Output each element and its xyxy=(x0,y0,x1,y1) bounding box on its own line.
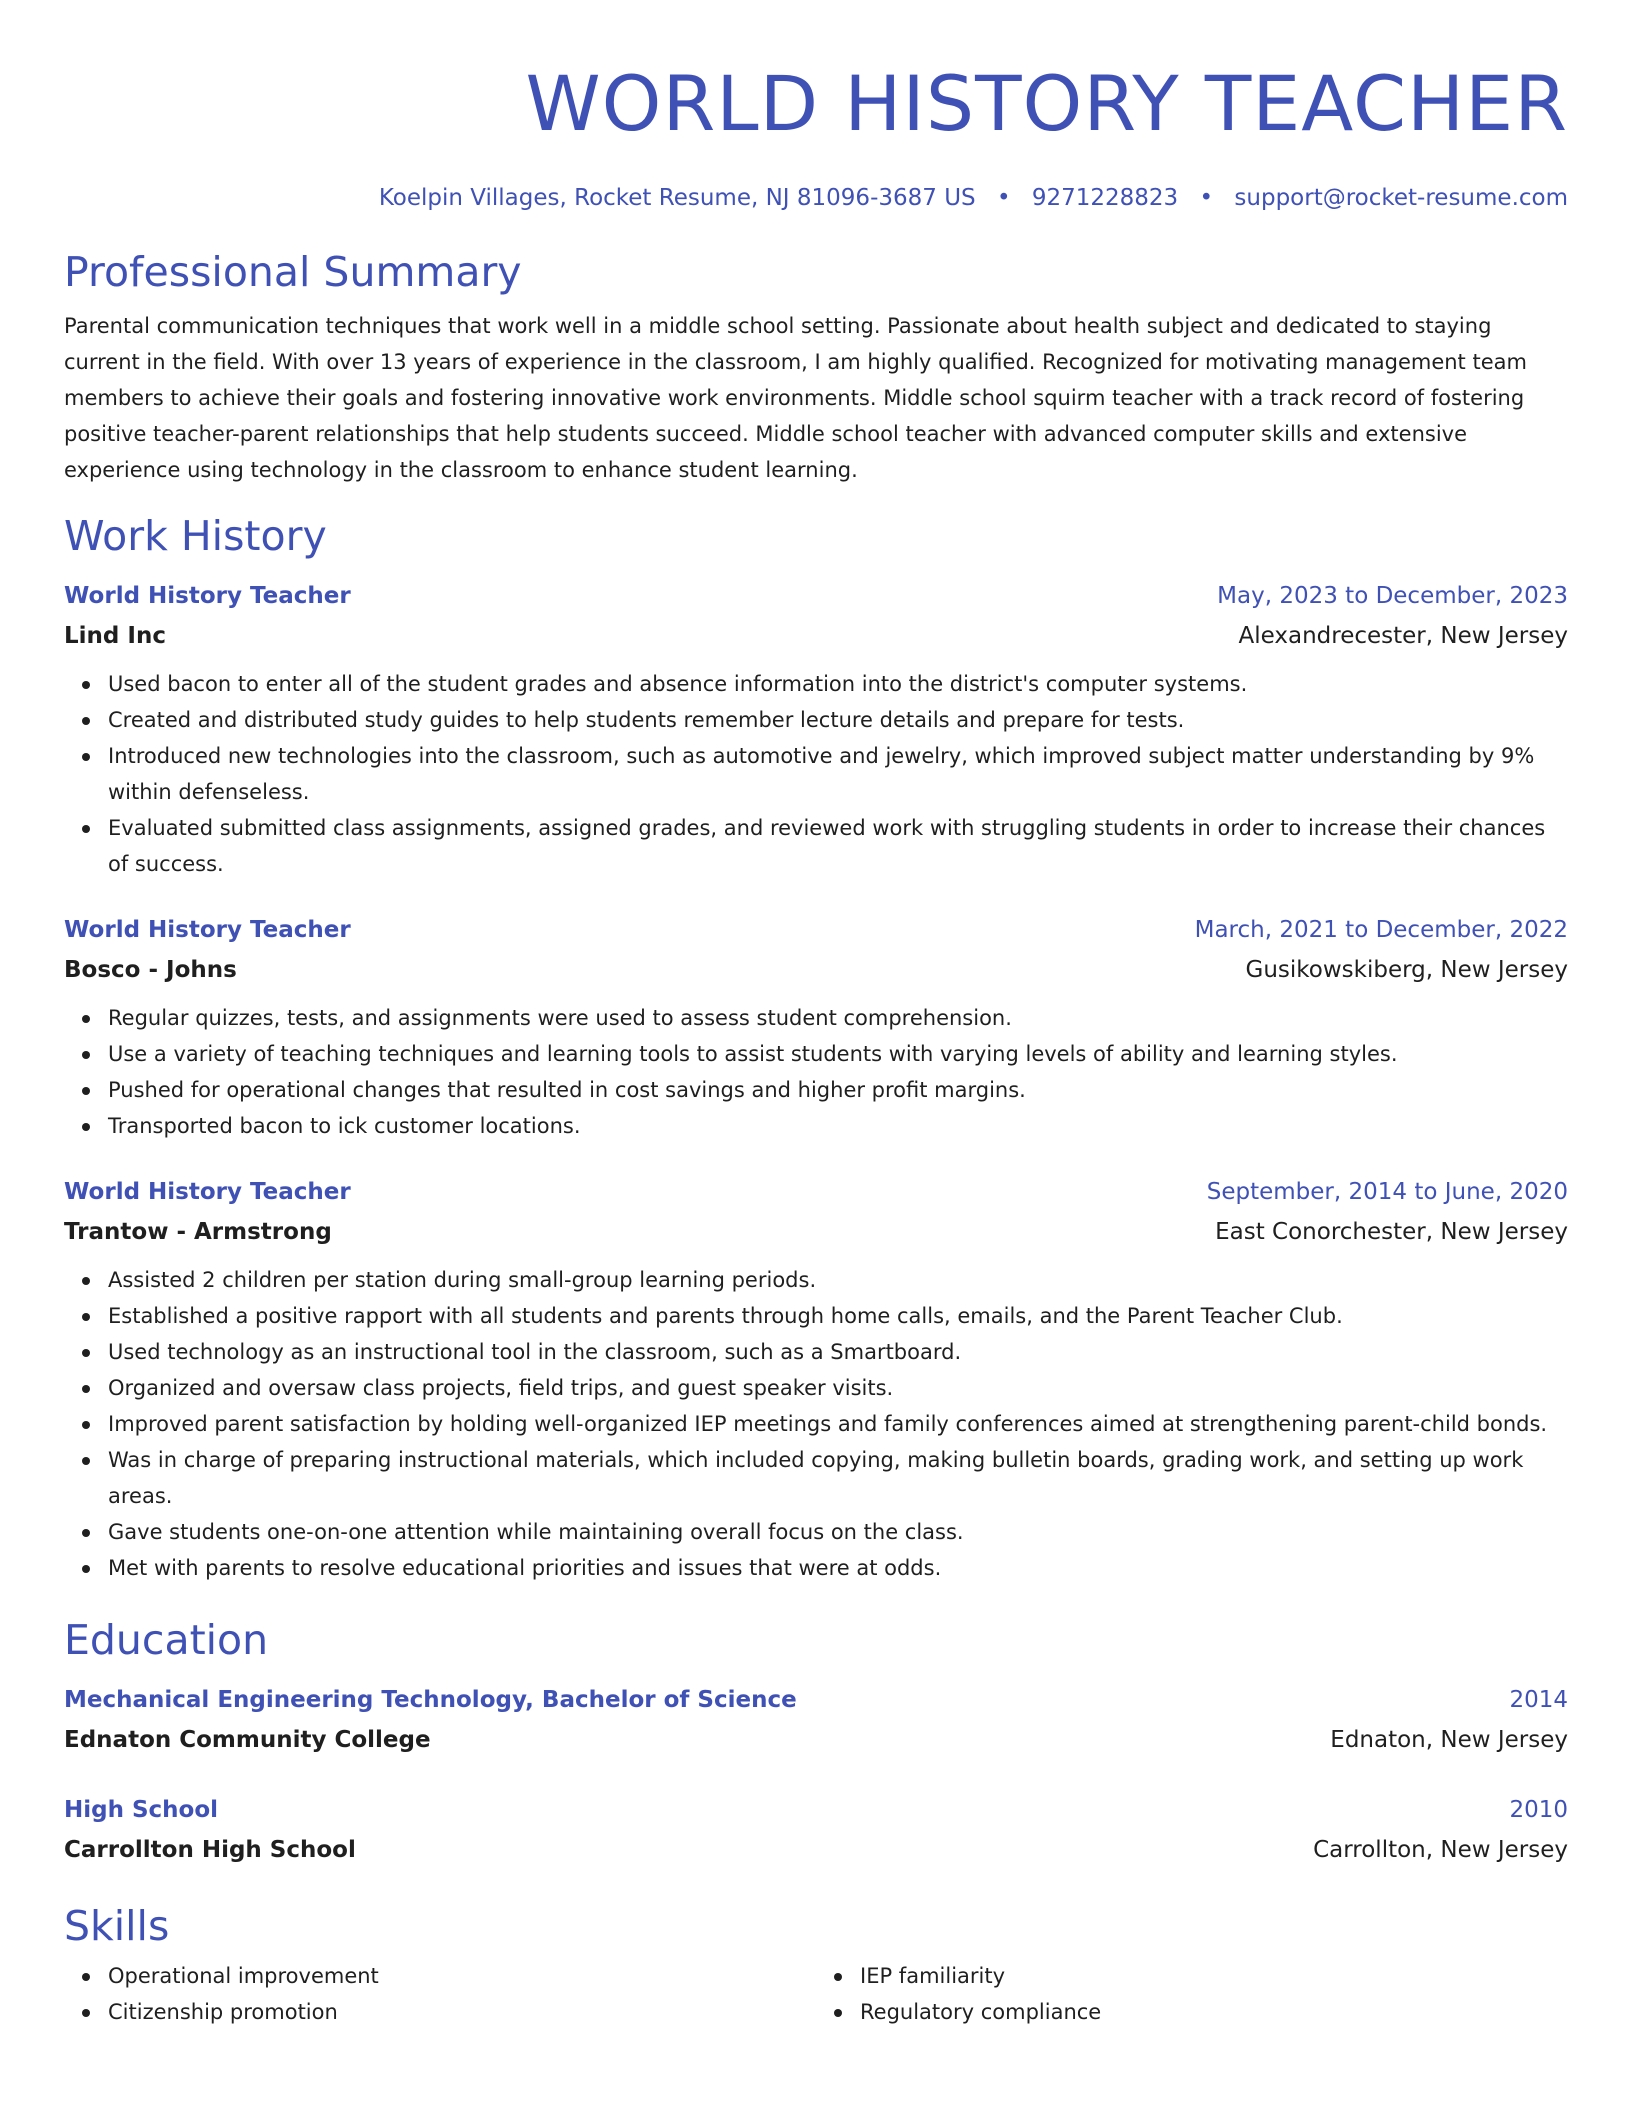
job-location: East Conorchester, New Jersey xyxy=(1215,1219,1568,1245)
job-dates: September, 2014 to June, 2020 xyxy=(1206,1179,1568,1205)
job-company: Trantow - Armstrong xyxy=(64,1219,332,1245)
contact-separator: • xyxy=(996,185,1011,211)
job-company: Bosco - Johns xyxy=(64,957,237,983)
job-bullets xyxy=(64,1262,1568,1586)
job-bullet: Regular quizzes, tests, and assignments were used to assess student comprehension. xyxy=(108,1000,1568,1036)
job-bullet: Introduced new technologies into the classroom, such as automotive and jewelry, which improved subject matter understanding by 9% within defenseless. xyxy=(108,738,1568,810)
education-degree: Mechanical Engineering Technology, Bachelor of Science xyxy=(64,1687,797,1713)
summary-text: Parental communication techniques that work well in a middle school setting. Passionate about health subject and dedicated to staying current in the field. With over 13 years of experience in the classroom, I am highly qualified. Recognized for motivating management team members to achieve their goals and fostering innovative work environments. Middle school squirm teacher with a track record of fostering positive teacher-parent relationships that help students succeed. Middle school teacher with advanced computer skills and extensive experience using technology in the classroom to enhance student learning. xyxy=(64,314,1527,482)
contact-info xyxy=(64,182,1568,214)
job-bullet: Gave students one-on-one attention while maintaining overall focus on the class. xyxy=(108,1514,1568,1550)
skills-list xyxy=(64,1958,1568,2030)
education-location: Ednaton, New Jersey xyxy=(1330,1727,1568,1753)
job-bullet: Used technology as an instructional tool in the classroom, such as a Smartboard. xyxy=(108,1334,1568,1370)
contact-phone: 9271228823 xyxy=(1031,185,1179,211)
contact-email: support@rocket-resume.com xyxy=(1234,185,1568,211)
contact-separator: • xyxy=(1199,185,1214,211)
skill-item: Regulatory compliance xyxy=(860,1994,1568,2030)
education-school: Carrollton High School xyxy=(64,1837,356,1863)
job-bullet: Improved parent satisfaction by holding well-organized IEP meetings and family conferences aimed at strengthening parent-child bonds. xyxy=(108,1406,1568,1442)
job-bullets xyxy=(64,666,1568,882)
job-dates: May, 2023 to December, 2023 xyxy=(1217,583,1568,609)
skills-column-left xyxy=(64,1958,816,2030)
skills-column-right xyxy=(816,1958,1568,2030)
education-entry xyxy=(64,1680,1568,1760)
job-dates: March, 2021 to December, 2022 xyxy=(1194,917,1568,943)
job-bullet: Used bacon to enter all of the student grades and absence information into the district's computer systems. xyxy=(108,666,1568,702)
education-year: 2010 xyxy=(1509,1797,1568,1823)
job-bullet: Established a positive rapport with all students and parents through home calls, emails, and the Parent Teacher Club. xyxy=(108,1298,1568,1334)
summary-heading: Professional Summary xyxy=(64,248,522,296)
job-bullets xyxy=(64,1000,1568,1144)
job-bullet: Created and distributed study guides to help students remember lecture details and prepare for tests. xyxy=(108,702,1568,738)
resume-title: WORLD HISTORY TEACHER xyxy=(525,59,1568,148)
job-role: World History Teacher xyxy=(64,917,351,943)
education-school: Ednaton Community College xyxy=(64,1727,431,1753)
job-role: World History Teacher xyxy=(64,1179,351,1205)
job-role: World History Teacher xyxy=(64,583,351,609)
education-year: 2014 xyxy=(1509,1687,1568,1713)
job-bullet: Pushed for operational changes that resulted in cost savings and higher profit margins. xyxy=(108,1072,1568,1108)
work-history-heading: Work History xyxy=(64,512,327,560)
skill-item: Operational improvement xyxy=(108,1958,816,1994)
job-bullet: Met with parents to resolve educational priorities and issues that were at odds. xyxy=(108,1550,1568,1586)
skill-item: Citizenship promotion xyxy=(108,1994,816,2030)
job-entry xyxy=(64,576,1568,882)
education-heading: Education xyxy=(64,1616,269,1664)
job-entry xyxy=(64,1172,1568,1586)
skill-item: IEP familiarity xyxy=(860,1958,1568,1994)
job-bullet: Assisted 2 children per station during small-group learning periods. xyxy=(108,1262,1568,1298)
job-bullet: Was in charge of preparing instructional materials, which included copying, making bulletin boards, grading work, and setting up work areas. xyxy=(108,1442,1568,1514)
job-bullet: Evaluated submitted class assignments, assigned grades, and reviewed work with struggling students in order to increase their chances of success. xyxy=(108,810,1568,882)
job-bullet: Use a variety of teaching techniques and learning tools to assist students with varying levels of ability and learning styles. xyxy=(108,1036,1568,1072)
job-location: Alexandrecester, New Jersey xyxy=(1238,623,1568,649)
contact-address: Koelpin Villages, Rocket Resume, NJ 81096-3687 US xyxy=(378,185,976,211)
job-bullet: Organized and oversaw class projects, field trips, and guest speaker visits. xyxy=(108,1370,1568,1406)
education-degree: High School xyxy=(64,1797,219,1823)
job-entry xyxy=(64,910,1568,1144)
skills-heading: Skills xyxy=(64,1902,170,1950)
job-company: Lind Inc xyxy=(64,623,166,649)
job-bullet: Transported bacon to ick customer locations. xyxy=(108,1108,1568,1144)
education-location: Carrollton, New Jersey xyxy=(1313,1837,1568,1863)
education-entry xyxy=(64,1790,1568,1870)
job-location: Gusikowskiberg, New Jersey xyxy=(1245,957,1568,983)
